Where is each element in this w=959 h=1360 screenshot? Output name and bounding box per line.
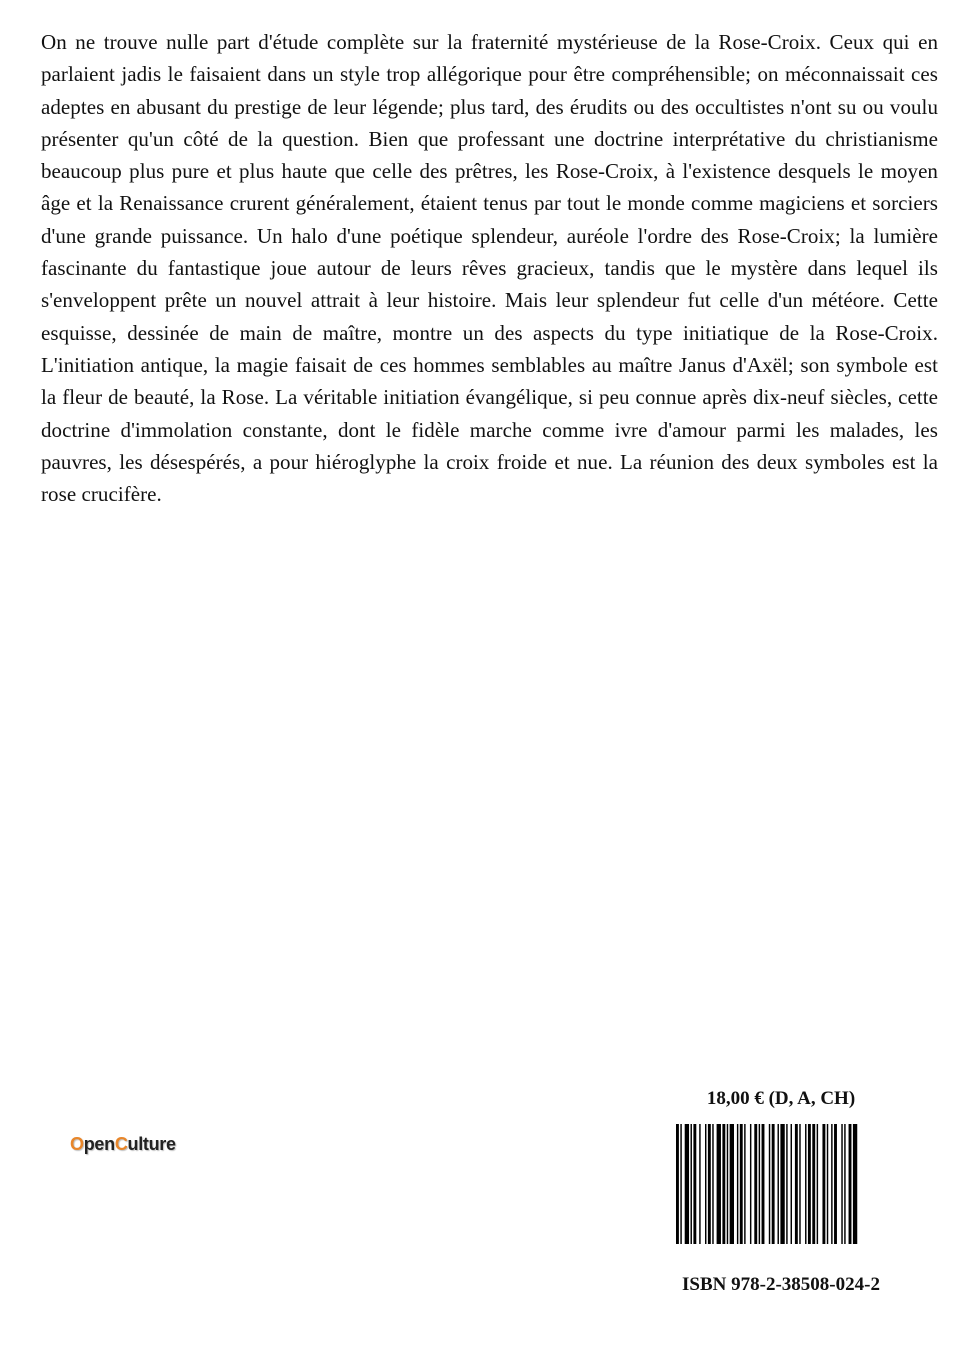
barcode-bar — [762, 1124, 765, 1244]
barcode-bar — [744, 1124, 745, 1244]
barcode-bar — [772, 1124, 775, 1244]
barcode-bar — [805, 1124, 806, 1244]
logo-text-ulture: ulture — [127, 1134, 176, 1154]
barcode-bar — [853, 1124, 857, 1244]
barcode-bar — [737, 1124, 738, 1244]
barcode-bar — [844, 1124, 845, 1244]
barcode-bar — [691, 1124, 692, 1244]
barcode-bar — [680, 1124, 681, 1244]
barcode-bar — [722, 1124, 725, 1244]
barcode-bar — [831, 1124, 832, 1244]
barcode-bar — [699, 1124, 700, 1244]
barcode-bar — [841, 1124, 842, 1244]
barcode-bar — [685, 1124, 689, 1244]
barcode-graphic — [675, 1124, 889, 1244]
barcode-bar — [791, 1124, 792, 1244]
barcode-bar — [799, 1124, 800, 1244]
barcode-bar — [708, 1124, 711, 1244]
barcode-bar — [834, 1124, 837, 1244]
barcode-bar — [727, 1124, 728, 1244]
back-cover-blurb: On ne trouve nulle part d'étude complète sur la fraternité mystérieuse de la Rose-Croix. Ceux qui en parlaient jadis le faisaient dans un style trop allégorique pour être compréhensible; on méconnaissait ces adeptes en abusant du prestige de leur légende; plus tard, des érudits ou des occultistes n'ont su ou voulu présenter qu'un côté de la question. Bien que professant une doctrine interprétative du christianisme beaucoup plus pure et plus haute que celle des prêtres, les Rose-Croix, à l'existence desquels le moyen âge et la Renaissance crurent généralement, étaient tenus par tout le monde comme magiciens et sorciers d'une grande puissance. Un halo d'une poétique splendeur, auréole l'ordre des Rose-Croix; la lumière fascinante du fantastique joue autour de leurs rêves gracieux, tandis que le mystère dans lequel ils s'enveloppent prête un nouvel attrait à leur histoire. Mais leur splendeur fut celle d'un météore. Cette esquisse, dessinée de main de maître, montre un des aspects du type initiatique de la Rose-Croix. L'initiation antique, la magie faisait de ces hommes semblables au maître Janus d'Axël; son symbole est la fleur de beauté, la Rose. La véritable initiation évangélique, si peu connue après dix-neuf siècles, cette doctrine d'immolation constante, dont le fidèle marche comme ivre d'amour parmi les malades, les pauvres, les désespérés, a pour hiéroglyphe la croix froide et nue. La réunion des deux symboles est la rose crucifère. — [41, 30, 938, 507]
barcode-bar — [778, 1124, 779, 1244]
barcode-bar — [717, 1124, 721, 1244]
barcode-bar — [759, 1124, 760, 1244]
barcode-bar — [817, 1124, 818, 1244]
barcode-bar — [795, 1124, 798, 1244]
publisher-logo — [70, 1133, 176, 1155]
barcode-bar — [693, 1124, 696, 1244]
barcode-bar — [827, 1124, 828, 1244]
logo-text-pen: pen — [83, 1134, 115, 1154]
barcode-bar — [750, 1124, 751, 1244]
barcode-bar — [812, 1124, 815, 1244]
isbn-label: ISBN 978-2-38508-024-2 — [682, 1274, 880, 1295]
barcode-bar — [780, 1124, 784, 1244]
barcode-bar — [769, 1124, 770, 1244]
barcode-bar — [808, 1124, 811, 1244]
barcode-bar — [740, 1124, 743, 1244]
barcode-bar — [786, 1124, 787, 1244]
price-label: 18,00 € (D, A, CH) — [706, 1088, 856, 1109]
logo-letter-o: O — [70, 1134, 84, 1154]
barcode-bar — [849, 1124, 852, 1244]
barcode-icon — [675, 1124, 889, 1244]
barcode-bar — [730, 1124, 734, 1244]
barcode-bar — [676, 1124, 679, 1244]
logo-letter-c: C — [114, 1134, 128, 1154]
barcode-bar — [822, 1124, 825, 1244]
barcode-bar — [712, 1124, 713, 1244]
barcode-bar — [754, 1124, 757, 1244]
barcode-bar — [705, 1124, 706, 1244]
